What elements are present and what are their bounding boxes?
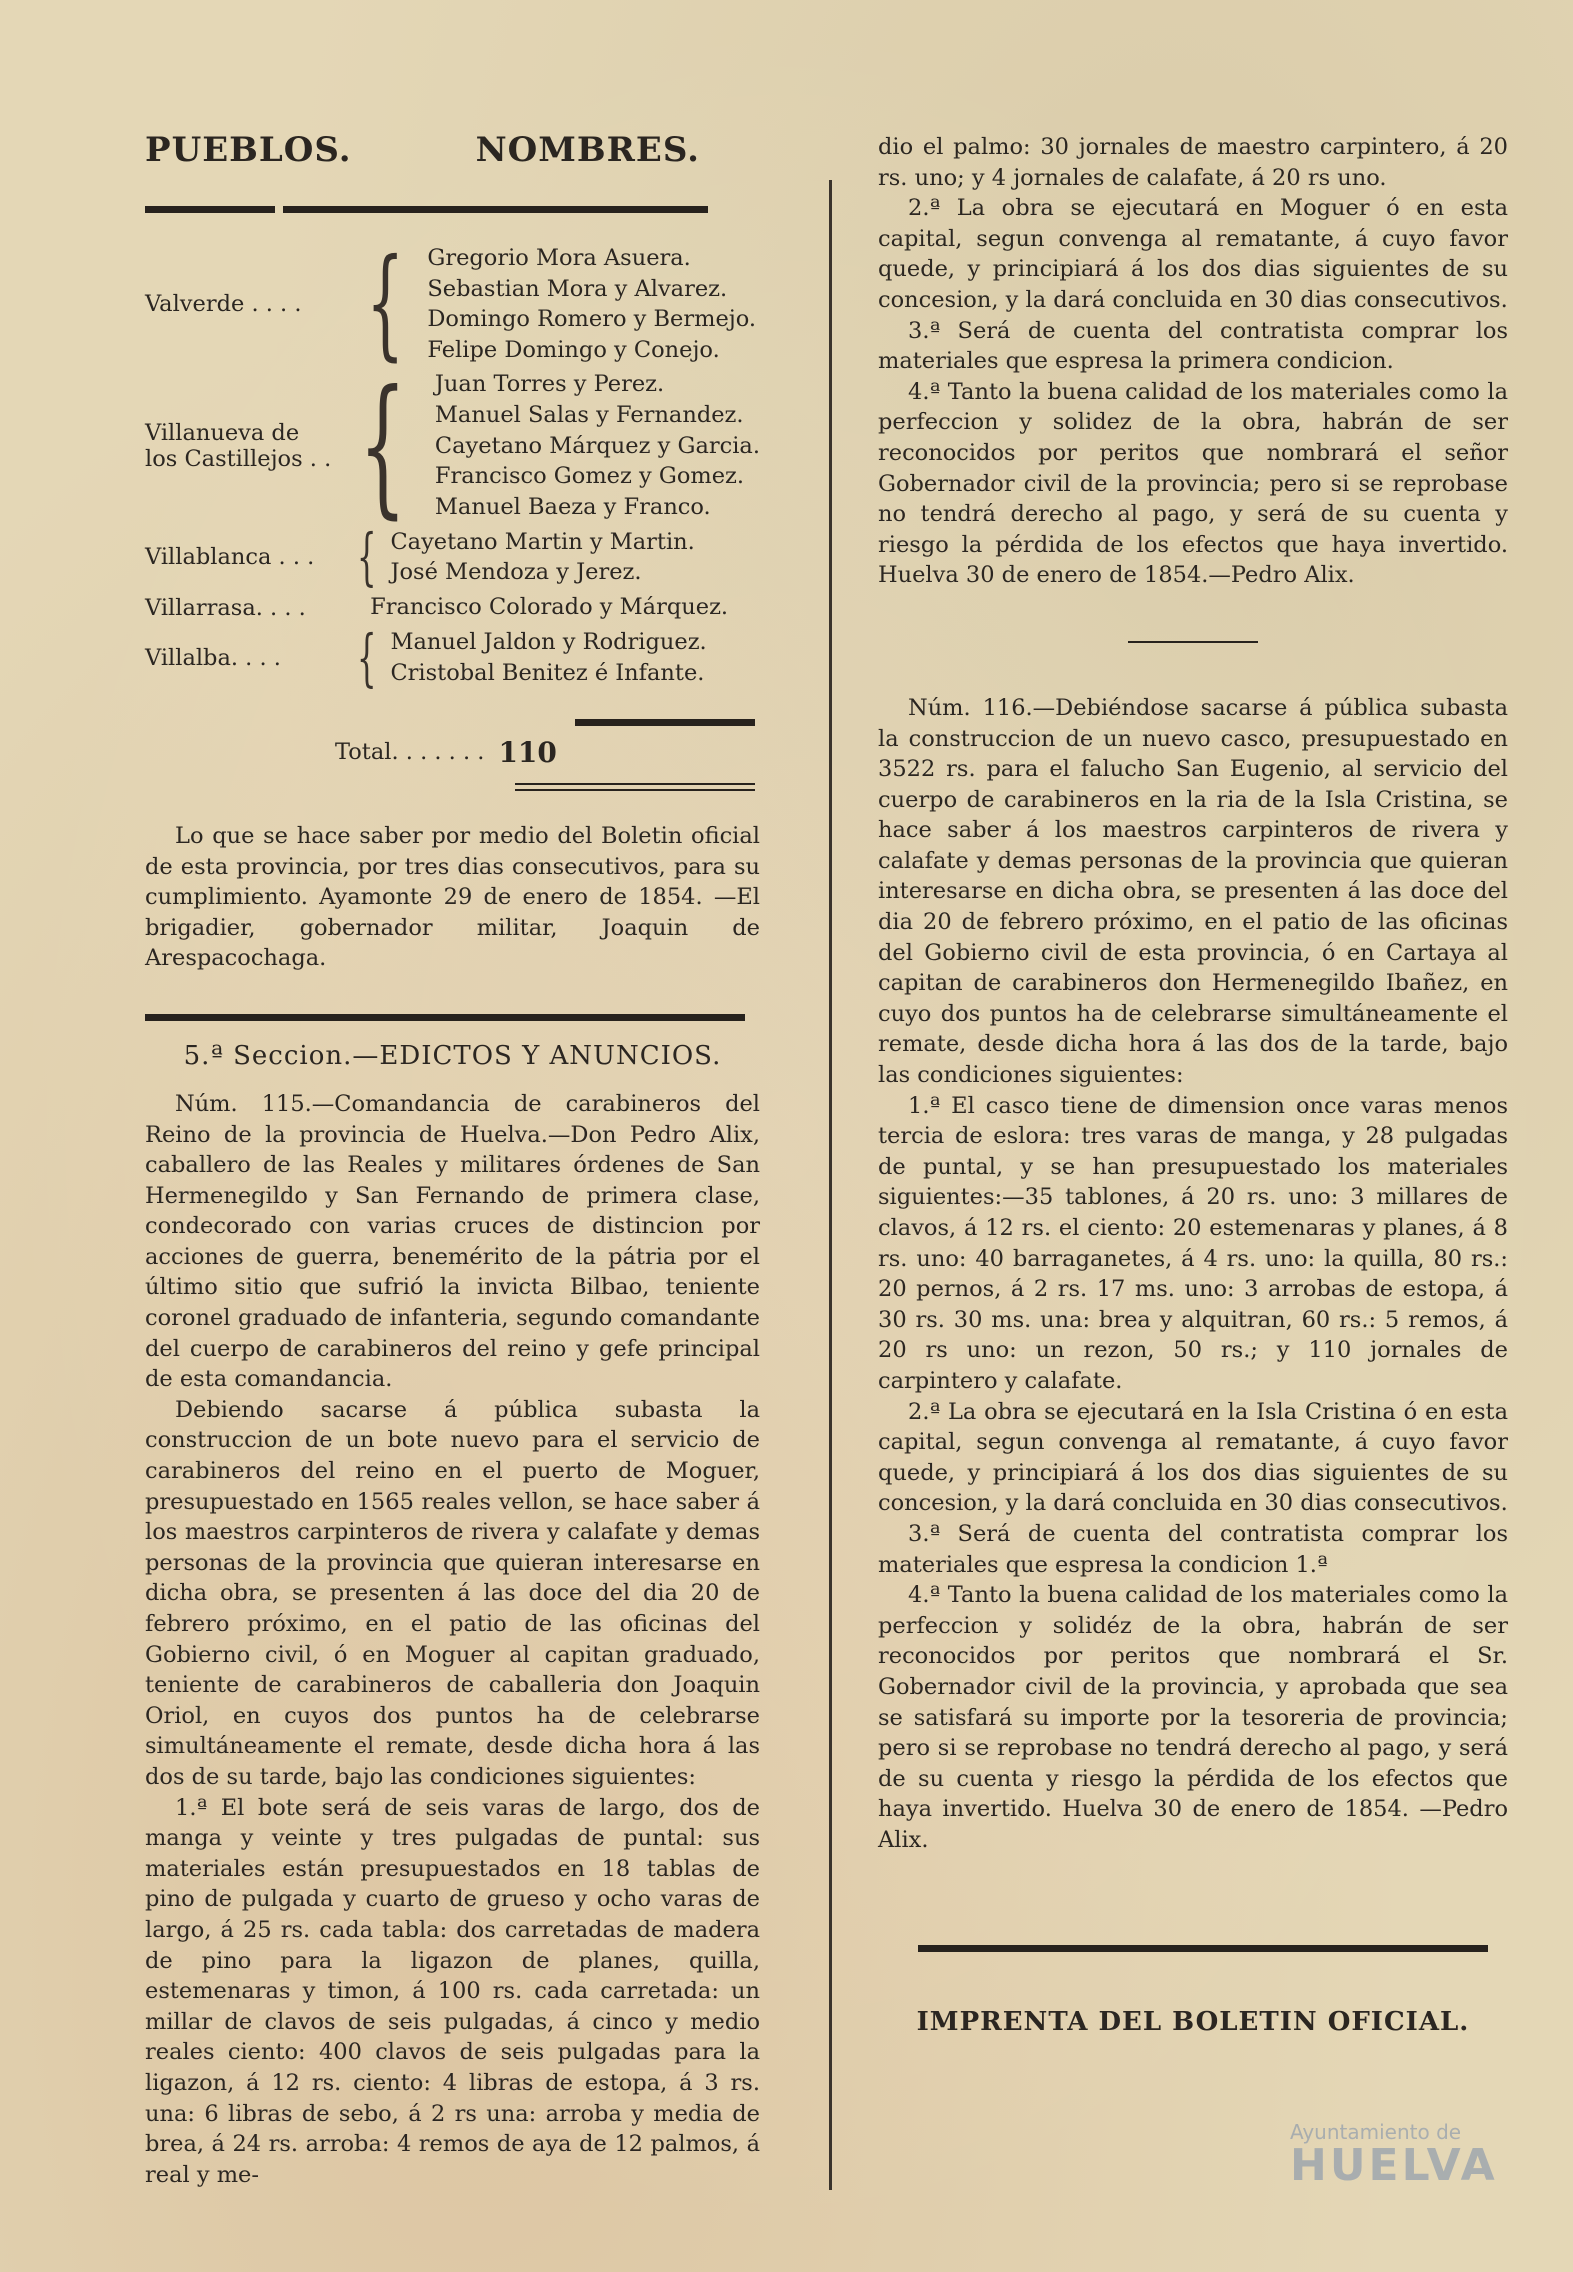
town-label: Villalba. . . .	[145, 644, 281, 671]
person-name: Juan Torres y Perez.	[434, 371, 665, 398]
person-name: Manuel Baeza y Franco.	[434, 493, 711, 520]
section-rule	[145, 1014, 745, 1021]
person-name: Cayetano Márquez y Garcia.	[434, 432, 760, 459]
n115-condition-2: 2.ª La obra se ejecutará en Moguer ó en esta capital, segun convenga al rematante, á cuyo favor quede, y principiará á los dos dias siguientes de su concesion, y la dará concluida en 30 dias consecutivos.	[878, 195, 1508, 313]
person-name: Domingo Romero y Bermejo.	[427, 306, 757, 333]
group-villanueva	[145, 358, 760, 533]
total-value: 110	[498, 735, 557, 769]
n116-condition-2: 2.ª La obra se ejecutará en la Isla Cristina ó en esta capital, segun convenga al rematante, á cuyo favor quede, y principiará á los dos dias siguientes de su concesion, y la dará concluida en 30 dias consecutivos.	[878, 1398, 1508, 1517]
short-divider	[1128, 641, 1258, 643]
watermark-line2: HUELVA	[1290, 2140, 1498, 2191]
printer-footer: IMPRENTA DEL BOLETIN OFICIAL.	[916, 2007, 1470, 2038]
brace-icon: {	[366, 234, 405, 374]
n116-condition-4: 4.ª Tanto la buena calidad de los materiales como la perfeccion y solidéz de la obra, habrán de ser reconocidos por peritos que nombrará el Sr. Gobernador civil de la provincia, y aprobada que sea se satisfará su importe por la tesoreria de provincia; pero si se reprobase no tendrá derecho al pago, y será de su cuenta y riesgo la pérdida de los efectos que haya invertido. Huelva 30 de enero de 1854. —Pedro Alix.	[878, 1582, 1508, 1853]
person-name: Manuel Salas y Fernandez.	[434, 401, 744, 428]
n115-condition-3: 3.ª Será de cuenta del contratista comprar los materiales que espresa la primera condicion.	[878, 317, 1508, 375]
group-valverde	[145, 234, 760, 374]
footer-rule	[918, 1945, 1488, 1952]
total-rule-bottom-2	[515, 789, 755, 791]
section-title: 5.ª Seccion.—EDICTOS Y ANUNCIOS.	[183, 1040, 722, 1071]
group-villalba	[145, 620, 760, 694]
n115-condition-4: 4.ª Tanto la buena calidad de los materiales como la perfeccion y solidez de la obra, habrán de ser reconocidos por peritos que nombrará el señor Gobernador civil de la provincia; pero si se reprobase no tendrá derecho al pago, y será de su cuenta y riesgo la pérdida de los efectos que haya invertido. Huelva 30 de enero de 1854.—Pedro Alix.	[878, 378, 1508, 589]
total-row	[145, 736, 760, 769]
person-name: Manuel Jaldon y Rodriguez.	[390, 629, 707, 656]
person-name: Sebastian Mora y Alvarez.	[427, 275, 728, 302]
person-name: Francisco Colorado y Márquez.	[370, 594, 729, 621]
n116-condition-3: 3.ª Será de cuenta del contratista comprar los materiales que espresa la condicion 1.ª	[878, 1520, 1508, 1578]
n115-body: Debiendo sacarse á pública subasta la construccion de un bote nuevo para el servicio de carabineros del reino en el puerto de Moguer, presupuestado en 1565 reales vellon, se hace saber á los maestros carpinteros de rivera y calafate y demas personas de la provincia que quieran interesarse en dicha obra, se presenten á las doce del dia 20 de febrero próximo, en el patio de las oficinas del Gobierno civil, ó en Moguer al capitan graduado, teniente de carabineros de caballeria don Joaquin Oriol, en cuyos dos puntos ha de celebrarse simultáneamente el remate, desde dicha hora á las dos de su tarde, bajo las condiciones siguientes:	[145, 1396, 760, 1790]
header-pueblos: PUEBLOS.	[145, 130, 352, 170]
n116-condition-1: 1.ª El casco tiene de dimension once varas menos tercia de eslora: tres varas de manga, y 28 pulgadas de puntal, y se han presupuestado los materiales siguientes:—35 tablones, á 20 rs. uno: 3 millares de clavos, á 12 rs. el ciento: 20 estemenaras y planes, á 8 rs. uno: 40 barraganetes, á 4 rs. uno: la quilla, 80 rs.: 20 pernos, á 2 rs. 17 ms. uno: 3 arrobas de estopa, á 30 rs. 30 ms. una: brea y alquitran, 60 rs.: 5 remos, á 20 rs uno: un rezon, 50 rs.; y 110 jornales de carpintero y calafate.	[878, 1092, 1508, 1394]
brace-icon: {	[356, 620, 377, 694]
watermark-line1: Ayuntamiento de	[1290, 2120, 1462, 2144]
n116-intro: Núm. 116.—Debiéndose sacarse á pública subasta la construccion de un nuevo casco, presupuestado en 3522 rs. para el falucho San Eugenio, al servicio del cuerpo de carabineros en la ria de la Isla Cristina, se hace saber á los maestros carpinteros de rivera y calafate y demas personas de la provincia que quieran interesarse en dicha obra, se presenten á las doce del dia 20 de febrero próximo, en el patio de las oficinas del Gobierno civil de esta provincia, ó en Cartaya al capitan de carabineros don Hermenegildo Ibañez, en cuyo dos puntos ha de celebrarse simultáneamente el remate, desde dicha hora á las dos de la tarde, bajo las condiciones siguientes:	[878, 694, 1508, 1089]
total-rule-bottom	[515, 783, 755, 785]
left-column	[145, 130, 760, 2190]
total-rule-top	[575, 719, 755, 726]
person-name: Gregorio Mora Asuera.	[427, 245, 691, 271]
person-name: Francisco Gomez y Gomez.	[434, 463, 745, 490]
column-divider	[829, 180, 832, 2190]
table-header	[145, 130, 760, 170]
person-name: Cayetano Martin y Martin.	[390, 528, 695, 555]
person-name: José Mendoza y Jerez.	[390, 559, 642, 586]
brace-icon: {	[356, 520, 377, 594]
total-label: Total. . . . . . .	[335, 739, 485, 766]
town-label: Valverde . . . .	[145, 291, 302, 318]
town-label: Villarrasa. . . .	[145, 594, 306, 621]
n115-intro: Núm. 115.—Comandancia de carabineros del Reino de la provincia de Huelva.—Don Pedro Alix, caballero de las Reales y militares órdenes de San Hermenegildo y San Fernando de primera clase, condecorado con varias cruces de distincion por acciones de guerra, benemérito de la pátria por el último sitio que sufrió la invicta Bilbao, teniente coronel graduado de infanteria, segundo comandante del cuerpo de carabineros del reino y gefe principal de esta comandancia.	[145, 1090, 760, 1393]
brace-icon: {	[359, 358, 408, 533]
group-villablanca	[145, 520, 760, 594]
notice-paragraph: Lo que se hace saber por medio del Boletin oficial de esta provincia, por tres dias consecutivos, para su cumplimiento. Ayamonte 29 de enero de 1854. —El brigadier, gobernador militar, Joaquin de Arespacochaga.	[145, 822, 760, 972]
n115-condition-1: 1.ª El bote será de seis varas de largo, dos de manga y veinte y tres pulgadas de puntal: sus materiales están presupuestados en 18 tablas de pino de pulgada y cuarto de grueso y ocho varas de largo, á 25 rs. cada tabla: dos carretadas de madera de pino para la ligazon de planes, quilla, estemenaras y timon, á 100 rs. cada carretada: un millar de clavos de seis pulgadas, á cinco y medio reales ciento: 400 clavos de seis pulgadas para la ligazon, á 12 rs. ciento: 4 libras de estopa, á 3 rs. una: 6 libras de sebo, á 2 rs una: arroba y media de brea, á 24 rs. arroba: 4 remos de aya de 12 palmos, á real y me-	[145, 1794, 760, 2188]
header-rules	[145, 206, 760, 213]
group-villarrasa	[145, 592, 760, 623]
person-name: Felipe Domingo y Conejo.	[427, 336, 720, 363]
town-label: Villablanca . . .	[145, 544, 315, 571]
names-table	[145, 234, 760, 694]
archive-watermark	[1290, 2120, 1498, 2191]
town-label: Villanueva de los Castillejos . .	[145, 419, 332, 472]
header-nombres: NOMBRES.	[475, 130, 700, 170]
person-name: Cristobal Benitez é Infante.	[390, 659, 705, 686]
n115-continuation: dio el palmo: 30 jornales de maestro carpintero, á 20 rs. uno; y 4 jornales de calafate, á 20 rs uno.	[878, 134, 1508, 191]
right-column	[878, 132, 1508, 2037]
